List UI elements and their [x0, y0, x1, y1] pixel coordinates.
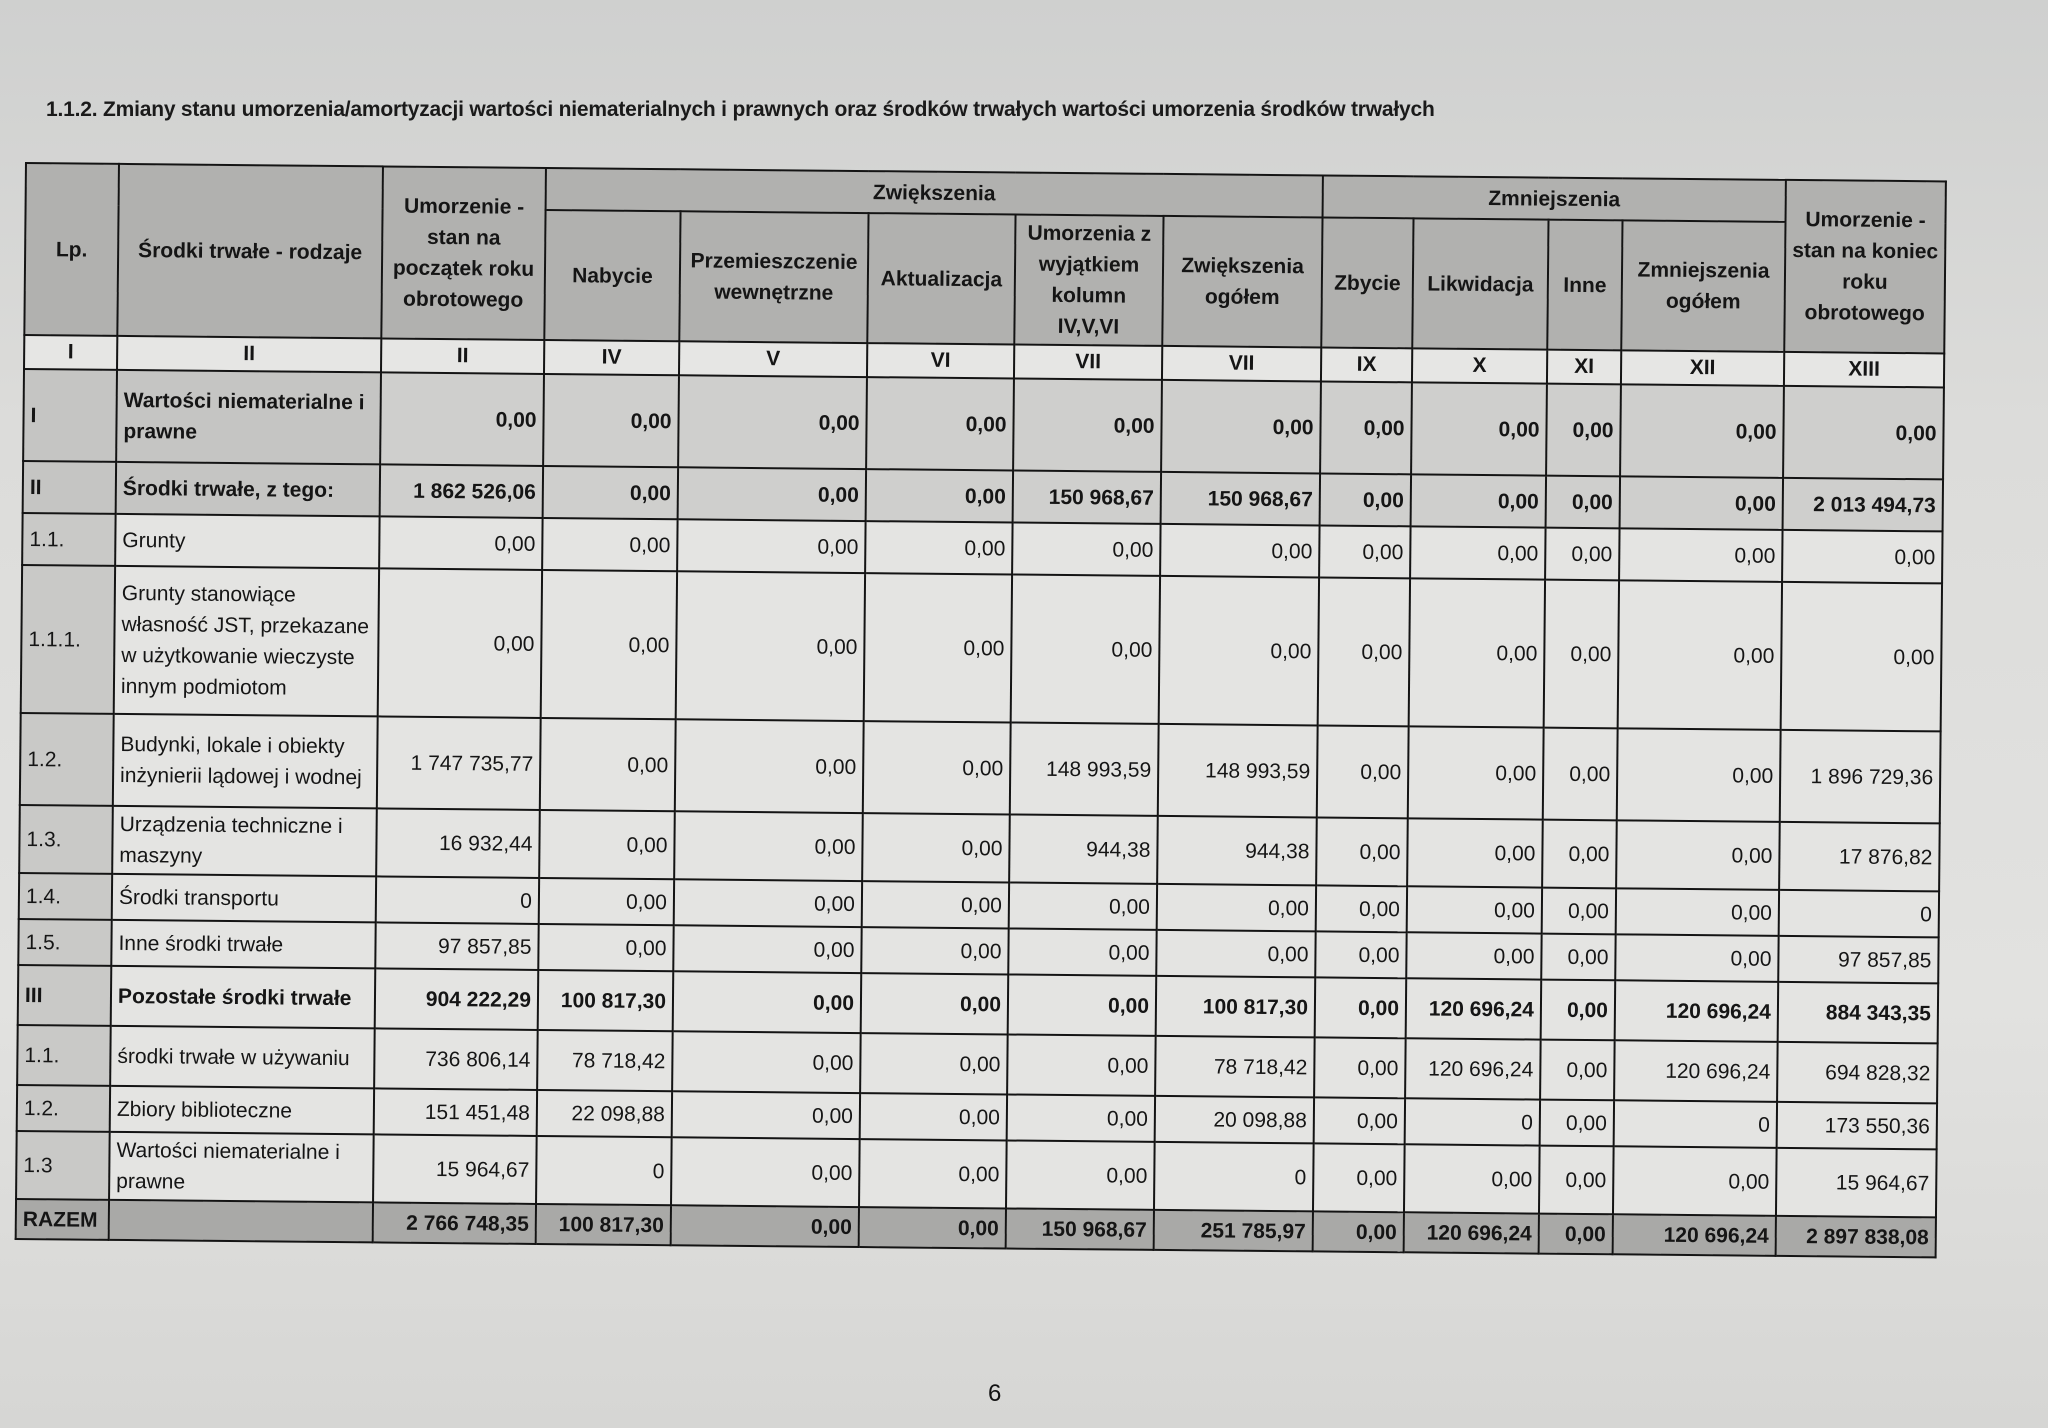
row-value: 0,00 — [1013, 379, 1162, 472]
row-value: 0,00 — [672, 1031, 861, 1093]
row-value: 0,00 — [1544, 580, 1619, 729]
row-value: 0,00 — [866, 377, 1014, 470]
row-value: 173 550,36 — [1777, 1102, 1937, 1150]
numeral: XII — [1621, 350, 1784, 386]
row-value: 0,00 — [862, 813, 1010, 882]
row-value: 0,00 — [540, 718, 676, 811]
row-value: 0,00 — [1313, 1211, 1404, 1252]
header-zmniejszenia-ogolem: Zmniejszenia ogółem — [1621, 220, 1785, 352]
row-value: 0 — [1779, 890, 1939, 938]
row-value: 150 968,67 — [1006, 1208, 1154, 1249]
row-value: 0,00 — [1316, 817, 1408, 886]
row-asset-type — [109, 1200, 373, 1243]
row-value: 0,00 — [672, 1091, 860, 1139]
numeral: VII — [1162, 346, 1321, 382]
row-value: 0,00 — [1404, 1144, 1540, 1213]
row-value: 0,00 — [1546, 384, 1621, 477]
row-value: 1 862 526,06 — [380, 464, 543, 518]
row-asset-type: Środki trwałe, z tego: — [116, 462, 380, 517]
row-value: 0,00 — [378, 568, 542, 718]
row-value: 0,00 — [1545, 528, 1619, 581]
row-value: 0,00 — [677, 519, 865, 573]
row-value: 0,00 — [860, 1093, 1007, 1140]
row-value: 0,00 — [1408, 726, 1544, 819]
row-value: 0,00 — [1319, 525, 1410, 578]
table-body — [16, 369, 1944, 1257]
header-aktualizacja: Aktualizacja — [867, 213, 1015, 344]
row-value: 0,00 — [864, 573, 1012, 722]
row-value: 17 876,82 — [1779, 822, 1940, 892]
row-asset-type: środki trwałe w używaniu — [110, 1026, 375, 1089]
row-value: 0,00 — [1783, 386, 1944, 480]
row-value: 2 897 838,08 — [1776, 1216, 1936, 1258]
row-value: 0,00 — [1616, 820, 1780, 890]
row-value: 0 — [376, 876, 539, 924]
row-value: 0,00 — [1539, 1146, 1614, 1215]
row-value: 0,00 — [539, 878, 674, 925]
row-value: 120 696,24 — [1404, 1212, 1539, 1253]
header-group-increase: Zwiększenia — [546, 168, 1323, 217]
header-end: Umorzenie - stan na koniec roku obrotowego — [1784, 180, 1946, 354]
numeral: VI — [867, 343, 1014, 378]
row-value: 0,00 — [1782, 530, 1942, 584]
row-value: 0,00 — [674, 811, 863, 881]
row-value: 0,00 — [1007, 1034, 1156, 1095]
row-value: 0,00 — [1541, 980, 1616, 1041]
header-umorzenia-z: Umorzenia z wyjątkiem kolumn IV,V,VI — [1014, 215, 1163, 346]
row-value: 15 964,67 — [373, 1134, 537, 1204]
row-value: 0,00 — [539, 810, 675, 879]
row-value: 0,00 — [678, 467, 866, 521]
row-value: 120 696,24 — [1405, 1038, 1541, 1099]
row-value: 0,00 — [379, 516, 542, 570]
row-value: 0,00 — [1007, 1094, 1155, 1141]
row-value: 0,00 — [1320, 381, 1412, 474]
row-value: 0,00 — [380, 372, 544, 466]
row-value: 0,00 — [1313, 1143, 1405, 1212]
row-value: 97 857,85 — [375, 922, 538, 970]
header-inne: Inne — [1547, 220, 1622, 351]
row-value: 0,00 — [863, 721, 1011, 814]
header-zwiekszenia-ogolem: Zwiększenia ogółem — [1162, 216, 1322, 348]
header-lp: Lp. — [24, 163, 119, 336]
header-rodzaje: Środki trwałe - rodzaje — [117, 164, 383, 339]
numeral: XIII — [1784, 352, 1944, 388]
numeral: II — [117, 336, 381, 373]
row-value: 0,00 — [1314, 1037, 1406, 1098]
numeral: X — [1412, 348, 1547, 383]
row-value: 0,00 — [543, 374, 679, 467]
row-value: 120 696,24 — [1613, 1214, 1776, 1256]
row-lp: 1.5. — [18, 919, 111, 966]
row-value: 0,00 — [1320, 473, 1411, 526]
numeral: V — [679, 341, 867, 377]
row-value: 0,00 — [1006, 1140, 1155, 1209]
row-value: 97 857,85 — [1778, 936, 1938, 984]
row-lp: I — [23, 369, 117, 462]
row-value: 0,00 — [1411, 382, 1547, 475]
row-value: 0,00 — [1539, 1214, 1613, 1255]
row-value: 1 747 735,77 — [377, 716, 541, 810]
row-value: 694 828,32 — [1777, 1042, 1938, 1104]
row-lp: 1.1. — [17, 1025, 111, 1086]
row-asset-type: Grunty stanowiące własność JST, przekazane w użytkowanie wieczyste innym podmiotom — [114, 566, 379, 717]
row-value: 0,00 — [675, 719, 864, 813]
row-value: 884 343,35 — [1778, 982, 1939, 1044]
row-value: 0,00 — [538, 924, 673, 971]
row-value: 78 718,42 — [1155, 1036, 1315, 1098]
row-asset-type: Zbiory biblioteczne — [110, 1086, 374, 1135]
numeral: IX — [1321, 347, 1412, 382]
row-asset-type: Grunty — [115, 514, 379, 569]
section-title: 1.1.2. Zmiany stanu umorzenia/amortyzacji wartości niematerialnych i prawnych oraz środków trwałych wartości umorzenia środków trwałych — [46, 98, 1435, 121]
row-value: 0,00 — [859, 1207, 1006, 1248]
row-lp: 1.1. — [22, 513, 115, 566]
row-value: 0,00 — [865, 521, 1012, 574]
row-value: 78 718,42 — [537, 1030, 673, 1091]
row-value: 0,00 — [1542, 820, 1617, 889]
row-value: 0,00 — [1317, 725, 1409, 818]
row-value: 251 785,97 — [1154, 1210, 1313, 1252]
row-value: 0,00 — [1617, 728, 1781, 822]
row-value: 0,00 — [1620, 476, 1784, 530]
row-value: 0,00 — [671, 1137, 860, 1207]
row-value: 0 — [1405, 1098, 1540, 1145]
header-start: Umorzenie - stan na początek roku obrotowego — [381, 166, 546, 340]
row-value: 0,00 — [1781, 582, 1942, 732]
row-value: 0,00 — [1008, 928, 1156, 975]
numeral: I — [24, 335, 117, 370]
row-value: 0,00 — [678, 375, 867, 469]
row-value: 0,00 — [1011, 574, 1160, 723]
row-value: 904 222,29 — [375, 968, 539, 1030]
row-asset-type: Pozostałe środki trwałe — [111, 966, 376, 1029]
row-value: 0,00 — [673, 971, 862, 1033]
row-value: 0,00 — [1615, 934, 1778, 982]
row-value: 148 993,59 — [1158, 724, 1318, 818]
row-value: 15 964,67 — [1776, 1148, 1937, 1218]
row-value: 0,00 — [1315, 931, 1406, 978]
row-value: 0,00 — [674, 879, 862, 927]
row-asset-type: Wartości niematerialne i prawne — [109, 1132, 374, 1203]
row-value: 0,00 — [1156, 930, 1315, 978]
row-asset-type: Urządzenia techniczne i maszyny — [112, 806, 377, 877]
row-value: 2 013 494,73 — [1783, 478, 1943, 532]
row-value: 20 098,88 — [1155, 1096, 1314, 1144]
row-value: 0,00 — [1613, 1146, 1777, 1216]
row-value: 2 766 748,35 — [373, 1202, 536, 1244]
row-value: 0,00 — [1008, 974, 1157, 1035]
depreciation-table — [15, 162, 1947, 1258]
row-value: 0,00 — [1159, 576, 1319, 726]
row-value: 0,00 — [673, 925, 861, 973]
row-value: 0 — [1614, 1100, 1777, 1148]
row-value: 120 696,24 — [1614, 1040, 1778, 1102]
row-value: 150 968,67 — [1161, 472, 1320, 526]
row-asset-type: Środki transportu — [112, 874, 376, 923]
row-value: 0,00 — [1619, 528, 1783, 582]
row-lp: 1.1.1. — [21, 565, 115, 714]
row-value: 0,00 — [1318, 577, 1410, 726]
page-number: 6 — [988, 1380, 1002, 1407]
row-value: 120 696,24 — [1406, 978, 1542, 1039]
row-value: 0,00 — [1541, 934, 1615, 981]
row-asset-type: Wartości niematerialne i prawne — [116, 370, 381, 465]
row-value: 151 451,48 — [374, 1088, 537, 1136]
row-value: 0,00 — [1540, 1100, 1614, 1147]
row-value: 100 817,30 — [536, 1204, 671, 1245]
row-lp: III — [18, 965, 112, 1026]
row-value: 22 098,88 — [537, 1090, 672, 1137]
row-value: 0,00 — [1315, 977, 1407, 1038]
row-value: 0,00 — [676, 571, 865, 721]
row-lp: 1.2. — [20, 713, 114, 806]
row-value: 0,00 — [1161, 380, 1321, 474]
row-value: 148 993,59 — [1010, 722, 1159, 815]
numeral: VII — [1014, 345, 1162, 380]
header-przemieszczenie: Przemieszczenie wewnętrzne — [679, 211, 868, 343]
row-value: 0,00 — [1012, 522, 1160, 575]
row-value: 0,00 — [1409, 578, 1545, 727]
row-value: 0,00 — [1620, 384, 1784, 478]
row-asset-type: Inne środki trwałe — [111, 920, 375, 969]
header-zbycie: Zbycie — [1321, 217, 1413, 348]
depreciation-table-container — [15, 162, 1947, 1258]
row-value: 736 806,14 — [374, 1028, 538, 1090]
row-value: 944,38 — [1157, 816, 1317, 886]
row-value: 0,00 — [1540, 1040, 1615, 1101]
row-lp: 1.3 — [16, 1131, 110, 1200]
row-value: 0,00 — [1543, 728, 1618, 821]
numeral: IV — [544, 340, 679, 375]
row-value: 0,00 — [861, 973, 1009, 1034]
row-lp: 1.4. — [19, 873, 112, 920]
row-value: 150 968,67 — [1013, 470, 1161, 523]
row-value: 120 696,24 — [1615, 980, 1779, 1042]
row-value: 0,00 — [1316, 885, 1407, 932]
row-value: 0,00 — [1407, 818, 1543, 887]
row-value: 0 — [1154, 1142, 1314, 1212]
row-value: 0,00 — [1407, 886, 1542, 933]
header-group-decrease: Zmniejszenia — [1323, 175, 1786, 221]
row-value: 0,00 — [862, 881, 1009, 928]
row-value: 0,00 — [860, 1033, 1008, 1094]
row-value: 0,00 — [542, 518, 677, 571]
row-value: 0,00 — [1618, 580, 1782, 730]
row-value: 100 817,30 — [1156, 976, 1316, 1038]
row-lp: RAZEM — [16, 1199, 109, 1240]
row-value: 944,38 — [1009, 814, 1158, 883]
row-lp: 1.2. — [17, 1085, 110, 1132]
row-value: 0 — [536, 1136, 672, 1205]
row-value: 0,00 — [1406, 932, 1541, 979]
header-nabycie: Nabycie — [544, 210, 680, 341]
row-value: 0,00 — [1009, 882, 1157, 929]
row-value: 100 817,30 — [538, 970, 674, 1031]
row-value: 0,00 — [861, 927, 1008, 974]
row-value: 0,00 — [1546, 476, 1620, 529]
row-value: 0,00 — [541, 570, 677, 719]
row-lp: 1.3. — [19, 805, 113, 874]
row-value: 0,00 — [1616, 888, 1779, 936]
row-value: 1 896 729,36 — [1780, 730, 1941, 824]
row-asset-type: Budynki, lokale i obiekty inżynierii lądowej i wodnej — [113, 714, 378, 809]
row-value: 0,00 — [1157, 884, 1316, 932]
header-likwidacja: Likwidacja — [1412, 218, 1548, 349]
row-value: 0,00 — [1410, 526, 1545, 579]
row-value: 0,00 — [671, 1205, 859, 1247]
row-lp: II — [23, 461, 116, 514]
table-row — [21, 565, 1942, 731]
row-value: 0,00 — [1314, 1097, 1405, 1144]
numeral: II — [381, 338, 544, 374]
row-value: 0,00 — [866, 469, 1013, 522]
row-value: 0,00 — [543, 466, 678, 519]
row-value: 0,00 — [1411, 474, 1546, 527]
row-value: 0,00 — [1160, 524, 1319, 578]
row-value: 0,00 — [859, 1139, 1007, 1208]
row-value: 0,00 — [1542, 888, 1616, 935]
numeral: XI — [1547, 350, 1621, 385]
row-value: 16 932,44 — [376, 808, 540, 878]
